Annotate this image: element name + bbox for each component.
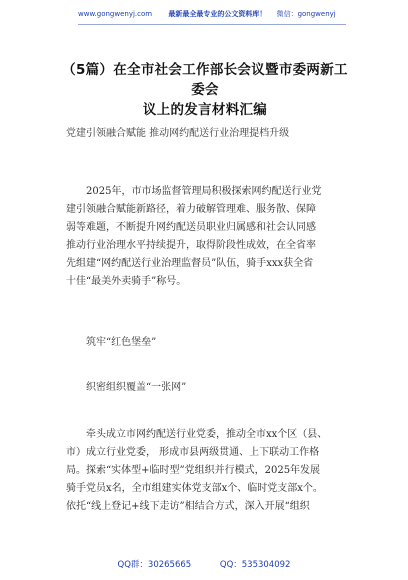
footer-contact [0,558,408,570]
paragraph-line: 2025年，市市场监督管理局积极探索网约配送行业党 [86,186,322,197]
paragraph-line: 牵头成立市网约配送行业党委，推动全市xx个区（县、 [86,429,328,440]
paragraph-line: 弱等难题，不断提升网约配送员职业归属感和社会认同感 [66,222,316,233]
header-wechat: 微信：gongwenyj [276,10,336,18]
paragraph-line: 先组建“网约配送行业治理监督员”队伍，骑手xxx获全省 [66,258,314,269]
document-title [60,60,350,120]
title-line-1: （5篇）在全市社会工作部长会议暨市委两新工委会 [62,62,348,98]
paragraph-line: 建引领融合赋能新路径，着力破解管理难、服务散、保障 [66,204,316,215]
header-banner [78,9,378,31]
section-heading-1: 筑牢“红色堡垒” [86,337,157,348]
footer-qq: QQ：535304092 [219,560,291,570]
paragraph-line: 依托“线上登记+线下走访”相结合方式，深入开展“组织 [66,501,310,512]
paragraph-line: 骑手党员x名，全市组建实体党支部x个、临时党支部x个。 [66,483,323,494]
title-line-2: 议上的发言材料汇编 [142,102,268,118]
header-url[interactable]: www.gongwenyj.com [78,10,153,18]
paragraph-line: 十佳“最美外卖骑手”称号。 [66,276,187,287]
footer-qq-group: QQ群：30265665 [117,560,192,570]
paragraph-line: 推动行业治理水平持续提升，取得阶段性成效，在全省率 [66,240,316,251]
paragraph-1 [66,183,350,291]
header-divider [78,24,346,25]
paragraph-line: 局。探索“实体型+临时型”党组织并行模式，2025年发展 [66,465,321,476]
header-slogan: 最新最全最专业的公文资料库！ [168,10,267,18]
section-heading-2: 织密组织覆盖“一张网” [86,382,187,393]
paragraph-line: 市）成立行业党委， 形成市县两级贯通、上下联动工作格 [66,447,320,458]
paragraph-2 [66,426,350,516]
document-subtitle: 党建引领融合赋能 推动网约配送行业治理提档升级 [66,128,290,139]
